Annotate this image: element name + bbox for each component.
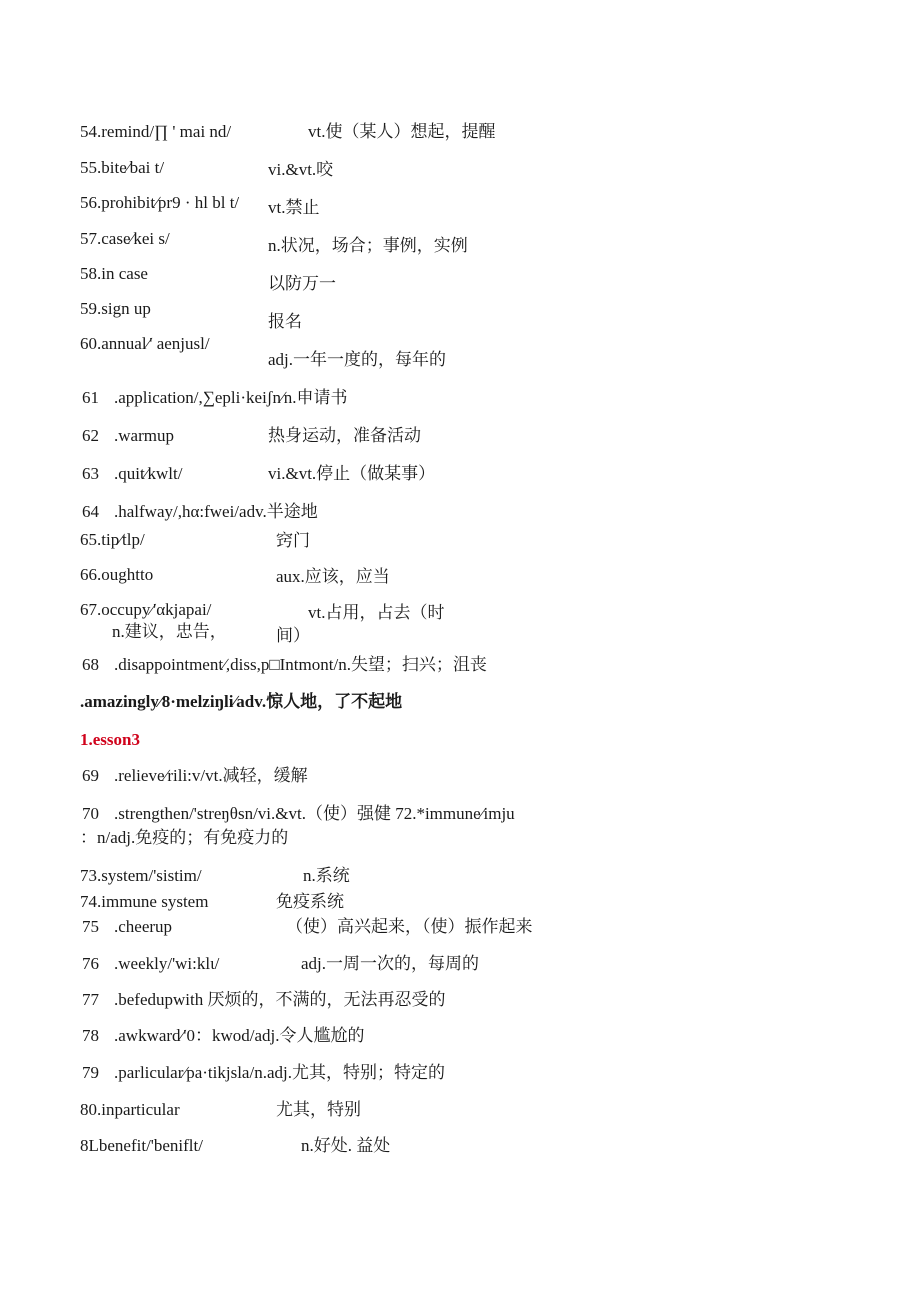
entry-number: 77 [82, 990, 99, 1009]
entry-meaning: 尤其，特别 [276, 1100, 361, 1119]
entry-meaning: n.建议，忠告， [112, 622, 227, 641]
entry-meaning: 以防万一 [268, 274, 336, 293]
entry-meaning: vi.&vt.咬 [268, 160, 334, 179]
entry-word: 65.tip∕tlp/ [80, 530, 145, 549]
entry-meaning: aux.应该，应当 [276, 567, 390, 586]
entry-meaning: 免疫系统 [276, 892, 344, 911]
entry-meaning: vt.占用，占去（时 [308, 603, 445, 622]
entry-meaning: 窍门 [276, 531, 310, 550]
entry-meaning: adj.一年一度的，每年的 [268, 350, 447, 369]
entry-number: 78 [82, 1026, 99, 1045]
entry-number: 63 [82, 464, 99, 483]
entry-word: 55.bite∕bai t/ [80, 158, 165, 177]
entry-text: .disappointment∕,diss,p□Intmont/n.失望；扫兴；沮丧 [114, 655, 487, 674]
entry-word: 60.annual∕' aenjusl/ [80, 334, 210, 353]
entry-word: 67.occupy∕'αkjapai/ [80, 600, 212, 619]
entry-word: 73.system/'sistim/ [80, 866, 202, 885]
entry-meaning: vt.禁止 [268, 198, 320, 217]
entry-word: 59.sign up [80, 299, 151, 318]
entry-word: 74.immune system [80, 892, 209, 911]
entry-meaning: adj.一周一次的，每周的 [301, 954, 480, 973]
entry-word: .quit∕kwlt/ [114, 464, 183, 483]
entry-number: 79 [82, 1063, 99, 1082]
entry-meaning: 热身运动，准备活动 [268, 426, 421, 445]
entry-word: .cheerup [114, 917, 173, 936]
entry-word: .warmup [114, 426, 174, 445]
entry-text: .halfway/,hα:fwei/adv.半途地 [114, 502, 318, 521]
entry-meaning: 报名 [268, 312, 302, 331]
entry-number: 62 [82, 426, 99, 445]
entry-text-bold: .amazingly∕8·melziŋli∕adv.惊人地，了不起地 [80, 692, 403, 711]
section-heading: 1.esson3 [80, 730, 140, 749]
entry-meaning: vt.使（某人）想起，提醒 [308, 122, 496, 141]
entry-word: 56.prohibit∕pr9 · hl bl t/ [80, 193, 240, 212]
entry-number: 70 [82, 804, 99, 823]
entry-number: 69 [82, 766, 99, 785]
entry-text: .parlicular∕pa·tikjsla/n.adj.尤其，特别；特定的 [114, 1063, 445, 1082]
entry-number: 75 [82, 917, 99, 936]
entry-word: 80.inparticular [80, 1100, 180, 1119]
entry-text: ：n/adj.免疫的；有免疫力的 [80, 828, 289, 847]
entry-number: 76 [82, 954, 99, 973]
entry-meaning: vi.&vt.停止（做某事） [268, 464, 436, 483]
entry-meaning: 间） [276, 626, 310, 645]
entry-number: 68 [82, 655, 99, 674]
entry-text: .befedupwith 厌烦的，不满的，无法再忍受的 [114, 990, 446, 1009]
entry-word: 66.oughtto [80, 565, 154, 584]
entry-word: .weekly/'wi:klι/ [114, 954, 220, 973]
entry-meaning: （使）高兴起来，（使）振作起来 [286, 917, 533, 936]
entry-meaning: n.好处. 益处 [301, 1136, 391, 1155]
entry-number: 64 [82, 502, 99, 521]
entry-meaning: n.状况，场合；事例，实例 [268, 236, 468, 255]
entry-number: 61 [82, 388, 99, 407]
entry-text: .strengthen/'streŋθsn/vi.&vt.（使）强健 72.*immune∕imju [114, 804, 515, 823]
entry-word: 8Lbenefit/'beniflt/ [80, 1136, 203, 1155]
entry-meaning: n.系统 [303, 866, 350, 885]
entry-word: 58.in case [80, 264, 148, 283]
entry-word: 54.remind/∏ ' mai nd/ [80, 122, 232, 141]
entry-word: 57.case∕kei s/ [80, 229, 170, 248]
entry-text: .awkward∕'0：kwod/adj.令人尴尬的 [114, 1026, 365, 1045]
entry-text: .relieve∕rili:v/vt.减轻，缓解 [114, 766, 308, 785]
entry-text: .application/,∑epli·keiʃn∕n.申请书 [114, 388, 348, 407]
